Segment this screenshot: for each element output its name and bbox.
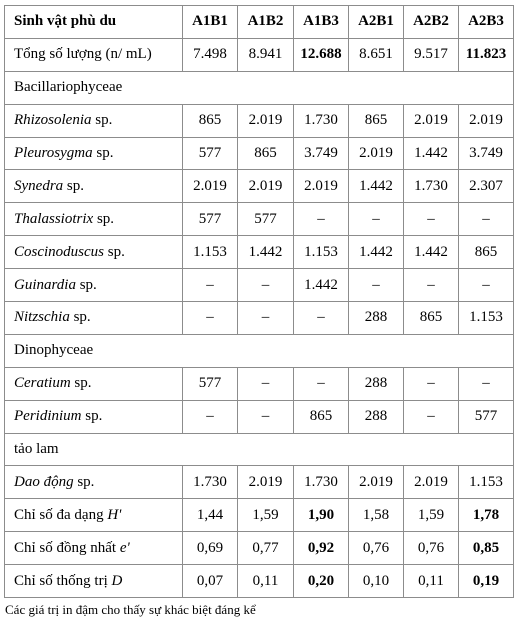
row-label [5,499,183,532]
value-cell: 1.153 [459,302,514,335]
value-cell: 1.730 [404,170,459,203]
group-label: Bacillariophyceae [5,71,514,104]
value-cell: 1,44 [183,499,238,532]
value-cell: 7.498 [183,38,238,71]
value-cell: 3.749 [459,137,514,170]
row-label [5,367,183,400]
footnote: Các giá trị in đậm cho thấy sự khác biệt đáng kể [5,602,256,617]
table-row [5,367,514,400]
header-cell: A2B1 [349,6,404,39]
value-cell: – [183,269,238,302]
row-label-italic: H' [107,506,122,523]
value-cell: 2.307 [459,170,514,203]
value-cell: 1.153 [183,236,238,269]
row-label-suffix: sp. [92,145,114,161]
value-cell: 0,92 [294,532,349,565]
value-cell: 0,77 [238,532,294,565]
value-cell: 1.442 [294,269,349,302]
table-row [5,302,514,335]
value-cell: 288 [349,400,404,433]
value-cell: 0,20 [294,565,349,598]
value-cell: 0,85 [459,532,514,565]
value-cell: 2.019 [238,170,294,203]
group-row [5,433,514,466]
group-label: Dinophyceae [5,334,514,367]
value-cell: – [349,269,404,302]
header-cell: A1B1 [183,6,238,39]
row-label-italic: Synedra [14,177,64,194]
row-label-italic: Peridinium [14,408,82,425]
value-cell: 1.442 [349,170,404,203]
value-cell: 577 [183,367,238,400]
value-cell: – [294,367,349,400]
value-cell: 1,59 [404,499,459,532]
row-label-suffix: sp. [70,375,92,392]
value-cell: 865 [238,137,294,170]
value-cell: 2.019 [183,170,238,203]
value-cell: 1,90 [294,499,349,532]
value-cell: 288 [349,367,404,400]
table-row [5,38,514,71]
value-cell: – [294,302,349,335]
row-label-italic: Guinardia [14,276,76,293]
value-cell: 0,76 [349,532,404,565]
value-cell: 2.019 [459,104,514,137]
row-label [5,203,183,236]
value-cell: 0,10 [349,565,404,598]
value-cell: 865 [294,400,349,433]
group-label: tảo lam [5,433,514,466]
value-cell: – [404,400,459,433]
row-label [5,532,183,565]
table-row [5,565,514,598]
row-label-suffix: sp. [69,309,91,326]
row-label [5,137,183,170]
row-label-suffix: sp. [75,276,97,293]
row-label-italic: Coscinoduscus [14,243,104,260]
value-cell: – [183,302,238,335]
row-label-text: Chỉ số đa dạng [14,506,108,523]
value-cell: – [459,269,514,302]
table-row [5,170,514,203]
value-cell: – [183,400,238,433]
group-row [5,71,514,104]
table-row [5,532,514,565]
value-cell: 9.517 [404,38,459,71]
value-cell: – [459,203,514,236]
row-label-italic: e' [119,539,130,556]
row-label-italic: Ceratium [14,375,71,392]
value-cell: 0,07 [183,565,238,598]
row-label [5,38,183,71]
header-cell: A1B3 [294,6,349,39]
value-cell: – [238,269,294,302]
value-cell: 0,76 [404,532,459,565]
table-row [5,466,514,499]
value-cell: 1,78 [459,499,514,532]
value-cell: 1.730 [294,104,349,137]
value-cell: 1.153 [294,236,349,269]
row-label-text: Tổng số lượng (n/ mL) [14,46,152,63]
row-label-suffix: sp. [104,243,125,260]
value-cell: 2.019 [238,104,294,137]
value-cell: – [404,203,459,236]
value-cell: 865 [183,104,238,137]
row-label-italic: Rhizosolenia [14,112,92,129]
value-cell: 3.749 [294,137,349,170]
row-label-suffix: sp. [73,473,95,490]
value-cell: 2.019 [238,466,294,499]
value-cell: 1.730 [294,466,349,499]
row-label [5,170,183,203]
value-cell: 288 [349,302,404,335]
row-label [5,466,183,499]
value-cell: 12.688 [294,38,349,71]
value-cell: – [294,203,349,236]
table-row [5,269,514,302]
value-cell: 1.442 [238,236,294,269]
value-cell: 2.019 [294,170,349,203]
value-cell: 8.941 [238,38,294,71]
row-label-text: Chỉ số đồng nhất [14,539,120,556]
row-label [5,269,183,302]
phytoplankton-table [4,5,514,598]
header-row [5,6,514,39]
value-cell: 1.442 [404,137,459,170]
row-label-text: Chỉ số thống trị [14,572,112,589]
row-label-suffix: sp. [93,210,115,227]
table-row [5,104,514,137]
value-cell: – [404,367,459,400]
row-label [5,400,183,433]
value-cell: – [238,367,294,400]
row-label-suffix: sp. [63,177,84,194]
value-cell: 2.019 [349,466,404,499]
table-row [5,203,514,236]
row-label [5,565,183,598]
value-cell: 865 [349,104,404,137]
value-cell: 577 [183,137,238,170]
value-cell: 0,69 [183,532,238,565]
value-cell: 0,19 [459,565,514,598]
table-row [5,236,514,269]
value-cell: 577 [459,400,514,433]
value-cell: – [404,269,459,302]
value-cell: 577 [183,203,238,236]
row-label [5,236,183,269]
row-label-italic: Pleurosygma [14,145,93,161]
value-cell: 0,11 [404,565,459,598]
table-row [5,137,514,170]
row-label-italic: Thalassiotrix [14,210,94,227]
value-cell: 865 [459,236,514,269]
table-row [5,400,514,433]
row-label [5,104,183,137]
value-cell: 2.019 [349,137,404,170]
header-cell: Sinh vật phù du [5,6,183,39]
row-label-italic: Nitzschia [14,309,70,326]
row-label-italic: D [111,572,123,589]
value-cell: 2.019 [404,104,459,137]
header-cell: A2B3 [459,6,514,39]
value-cell: – [349,203,404,236]
value-cell: 8.651 [349,38,404,71]
value-cell: 577 [238,203,294,236]
value-cell: 1.442 [349,236,404,269]
value-cell: 865 [404,302,459,335]
value-cell: 1,59 [238,499,294,532]
row-label [5,302,183,335]
group-row [5,334,514,367]
value-cell: 1.442 [404,236,459,269]
table-row [5,499,514,532]
header-cell: A2B2 [404,6,459,39]
value-cell: 1.730 [183,466,238,499]
value-cell: 1,58 [349,499,404,532]
value-cell: 11.823 [459,38,514,71]
row-label-italic: Dao động [14,473,74,490]
value-cell: 0,11 [238,565,294,598]
value-cell: 2.019 [404,466,459,499]
table-body [5,38,514,597]
value-cell: – [238,302,294,335]
value-cell: – [459,367,514,400]
value-cell: – [238,400,294,433]
value-cell: 1.153 [459,466,514,499]
row-label-suffix: sp. [91,112,113,129]
header-cell: A1B2 [238,6,294,39]
row-label-suffix: sp. [81,408,103,425]
